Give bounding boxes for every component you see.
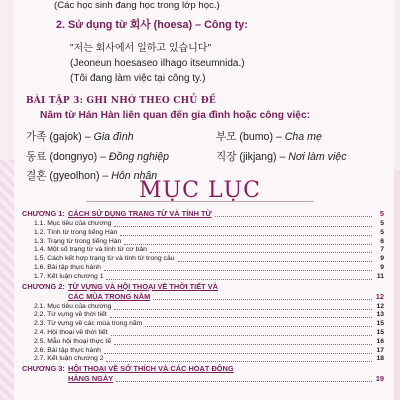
toc-chapter-title-continued: HÀNG NGÀY [68, 374, 114, 384]
example-heading: 2. Sử dụng từ 회사 (hoesa) – Công ty: [56, 19, 248, 31]
vocab-item: 결혼 (gyeolhon) – Hôn nhân [26, 170, 158, 182]
toc-entry-label: 2.2. Từ vựng về thời tiết [34, 311, 107, 319]
toc-page-number: 13 [376, 311, 384, 319]
toc-page-number: 15 [376, 320, 384, 328]
toc-entry-label: 1.1. Mục tiêu của chương [34, 220, 112, 227]
toc-leader-dots [120, 235, 372, 236]
toc-leader-dots [114, 309, 372, 310]
toc-page-number: 11 [376, 272, 384, 280]
toc-divider [86, 201, 314, 202]
toc-entry-label: CHƯƠNG 2: [22, 281, 65, 291]
toc-entry-label: 1.7. Kết luận chương 1 [34, 272, 104, 280]
toc-entry-label: CHƯƠNG 3: [22, 364, 65, 374]
toc-leader-dots [114, 226, 372, 227]
toc-entry-label: 1.4. Một số trạng từ và tính từ cơ bản [34, 246, 147, 254]
toc-leader-dots [178, 261, 372, 262]
toc-entry-label: 1.5. Cách kết hợp trạng từ và tính từ trong câu [34, 255, 175, 263]
toc-page-number: 5 [379, 209, 384, 218]
vocab-item: 직장 (jikjang) – Nơi làm việc [216, 151, 347, 163]
toc-page-number: 16 [376, 337, 384, 345]
toc-page-number: 12 [375, 291, 384, 301]
toc-entry-label: 2.3. Từ vựng về các mùa trong năm [34, 320, 143, 328]
toc-leader-dots [104, 353, 372, 354]
toc-entry-label: 1.6. Bài tập thực hành [34, 264, 101, 271]
toc-leader-dots [116, 381, 372, 382]
toc-entry-label: 2.7. Kết luận chương 2 [34, 355, 104, 363]
toc-leader-dots [104, 270, 372, 271]
toc-page-number: 12 [376, 302, 384, 310]
toc-chapter-title: TỪ VỰNG VÀ HỘI THOẠI VỀ THỜI TIẾT VÀ [68, 281, 218, 291]
toc-page-number: 18 [376, 355, 384, 363]
example-translation: (Tôi đang làm việc tại công ty.) [70, 73, 206, 84]
right-decorative-border [394, 170, 400, 400]
vocab-item: 부모 (bumo) – Cha mẹ [216, 131, 322, 143]
toc-page-number: 15 [376, 329, 384, 336]
toc-leader-dots [150, 252, 372, 253]
toc-leader-dots [153, 299, 372, 300]
toc-entry-label: 1.2. Tính từ trong tiếng Hàn [34, 228, 118, 236]
toc-entry-label: 1.3. Trạng từ trong tiếng Hàn [34, 237, 122, 245]
example-romanization: (Jeoneun hoesaseo ilhago itseumnida.) [70, 58, 245, 69]
vocab-item: 가족 (gajok) – Gia đình [26, 131, 134, 143]
toc-title: MỤC LỤC [139, 178, 261, 203]
toc-leader-dots [145, 326, 372, 327]
example-sentence-korean: "저는 회사에서 일하고 있습니다" [70, 43, 212, 54]
exercise-title: BÀI TẬP 3: GHI NHỚ THEO CHỦ ĐỀ [26, 96, 216, 106]
toc-leader-dots [106, 361, 372, 362]
toc-page-number: 5 [380, 220, 384, 227]
toc-page-number: 9 [380, 255, 384, 263]
toc-leader-dots [124, 244, 372, 245]
toc-entry-label: 2.4. Hội thoại về thời tiết [34, 329, 108, 336]
toc-entry-label: 2.6. Bài tập thực hành [34, 346, 101, 354]
toc-leader-dots [215, 216, 372, 217]
toc-leader-dots [110, 317, 372, 318]
toc-page-number: 7 [380, 246, 384, 254]
toc-page-number: 19 [375, 374, 384, 384]
toc-chapter-title-continued: CÁC MÙA TRONG NĂM [68, 291, 151, 301]
toc-page-number: 5 [380, 228, 384, 236]
toc-entry-label: CHƯƠNG 1: [22, 209, 65, 218]
toc-leader-dots [106, 279, 372, 280]
intro-note: (Các học sinh đang học trong lớp học.) [54, 0, 220, 11]
toc-page-number: 6 [380, 237, 384, 245]
toc-chapter-title: HỘI THOẠI VỀ SỞ THÍCH VÀ CÁC HOẠT ĐỘNG [68, 364, 234, 374]
vocab-item: 동료 (dongnyo) – Đồng nghiệp [26, 151, 169, 163]
toc-page-number: 9 [380, 264, 384, 271]
toc-chapter-title: CÁCH SỬ DỤNG TRẠNG TỪ VÀ TÍNH TỪ [68, 209, 212, 218]
exercise-instruction: Năm từ Hán Hàn liên quan đến gia đình hoặc công việc: [40, 110, 311, 121]
toc-leader-dots [111, 335, 372, 336]
toc-page-number: 17 [376, 346, 384, 354]
toc-leader-dots [114, 344, 372, 345]
toc-entry-label: 2.5. Mẫu hội thoại thực tế [34, 337, 112, 345]
toc-entry-label: 2.1. Mục tiêu của chương [34, 302, 112, 310]
